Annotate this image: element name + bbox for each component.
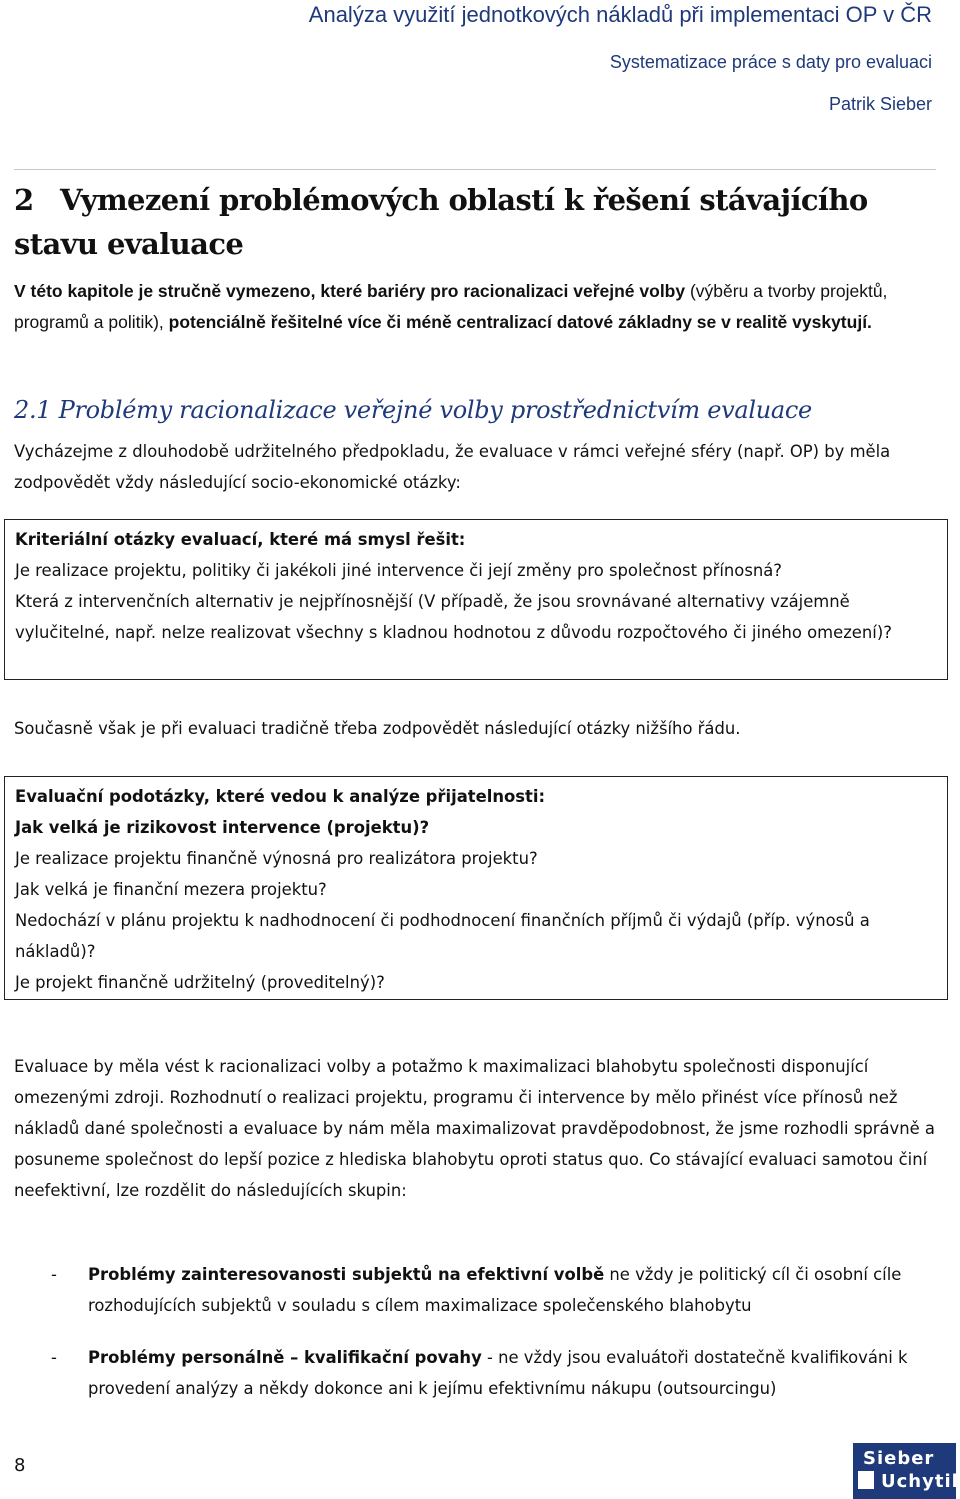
list-item <box>14 1342 939 1404</box>
paragraph-1: Vycházejme z dlouhodobě udržitelného předpokladu, že evaluace v rámci veřejné sféry (např. OP) by měla zodpovědět vždy následující socio-ekonomické otázky: <box>14 442 891 492</box>
chapter-title: Vymezení problémových oblastí k řešení stávajícího stavu evaluace <box>14 183 868 261</box>
intro-part3: potenciálně řešitelné více či méně centralizací datové základny se v realitě vyskytují. <box>168 312 872 332</box>
company-logo <box>853 1443 959 1499</box>
criteria-question-1: Je realizace projektu, politiky či jakékoli jiné intervence či její změny pro společnost přínosná? <box>15 561 782 580</box>
list-item <box>14 1259 939 1321</box>
intro-part2: (výběru a tvorby projektů, programů a politik), <box>14 281 888 332</box>
header-divider <box>14 169 936 170</box>
document-title: Analýza využití jednotkových nákladů při implementaci OP v ČR <box>308 2 932 27</box>
subquestion-4: Je projekt finančně udržitelný (proveditelný)? <box>15 973 385 992</box>
intro-part1: V této kapitole je stručně vymezeno, které bariéry pro racionalizaci veřejné volby <box>14 281 686 301</box>
chapter-heading <box>14 178 914 266</box>
criteria-question-2: Která z intervenčních alternativ je nejpřínosnější (V případě, že jsou srovnávané alternativy vzájemně vylučitelné, např. nelze realizovat všechny s kladnou hodnotou z důvodu rozpočtového či jiného omezení)? <box>15 592 892 642</box>
page-number: 8 <box>14 1455 26 1476</box>
list-item-text: ne vždy je politický cíl či osobní cíle rozhodujících subjektů v souladu s cílem maximalizace společenského blahobytu <box>88 1265 902 1315</box>
section-title: Problémy racionalizace veřejné volby prostřednictvím evaluace <box>58 396 812 424</box>
section-heading <box>14 390 934 430</box>
document-subtitle: Systematizace práce s daty pro evaluaci <box>609 52 932 72</box>
subquestion-3: Nedochází v plánu projektu k nadhodnocení či podhodnocení finančních příjmů či výdajů (příp. výnosů a nákladů)? <box>15 911 870 961</box>
list-item-bold: Problémy personálně – kvalifikační povahy <box>88 1348 482 1367</box>
list-item-text: - ne vždy jsou evaluátoři dostatečně kvalifikováni k provedení analýzy a někdy dokonce ani k jejímu efektivnímu nákupu (outsourcingu) <box>88 1348 908 1398</box>
subquestions-box-subheading: Jak velká je rizikovost intervence (projektu)? <box>15 818 430 837</box>
paragraph-3: Evaluace by měla vést k racionalizaci volby a potažmo k maximalizaci blahobytu společnosti disponující omezenými zdroji. Rozhodnutí o realizaci projektu, programu či intervence by mělo přinést více přínosů než nákladů dané společnosti a evaluace by nám měla maximalizovat pravděpodobnost, že jsme rozhodli správně a posuneme společnost do lepší pozice z hlediska blahobytu oproti status quo. Co stávající evaluaci samotou činí neefektivní, lze rozdělit do následujících skupin: <box>14 1057 935 1200</box>
intro-paragraph <box>14 276 914 338</box>
chapter-number: 2 <box>14 183 34 217</box>
subquestion-1: Je realizace projektu finančně výnosná pro realizátora projektu? <box>15 849 538 868</box>
logo-line-2: Uchytil <box>881 1471 959 1492</box>
subquestions-box <box>4 776 948 1000</box>
section-number: 2.1 <box>14 396 52 424</box>
logo-square <box>858 1471 874 1489</box>
criteria-box-heading: Kriteriální otázky evaluací, které má smysl řešit: <box>15 530 466 549</box>
document-author: Patrik Sieber <box>828 94 932 114</box>
problem-list <box>14 1259 939 1404</box>
subquestion-2: Jak velká je finanční mezera projektu? <box>15 880 327 899</box>
list-item-bold: Problémy zainteresovanosti subjektů na efektivní volbě <box>88 1265 605 1284</box>
list-dash: - <box>51 1348 57 1367</box>
paragraph-2: Současně však je při evaluaci tradičně třeba zodpovědět následující otázky nižšího řádu. <box>14 719 741 738</box>
criteria-box <box>4 519 948 680</box>
list-dash: - <box>51 1265 57 1284</box>
logo-line-1: Sieber <box>863 1448 935 1469</box>
subquestions-box-heading: Evaluační podotázky, které vedou k analýze přijatelnosti: <box>15 787 546 806</box>
